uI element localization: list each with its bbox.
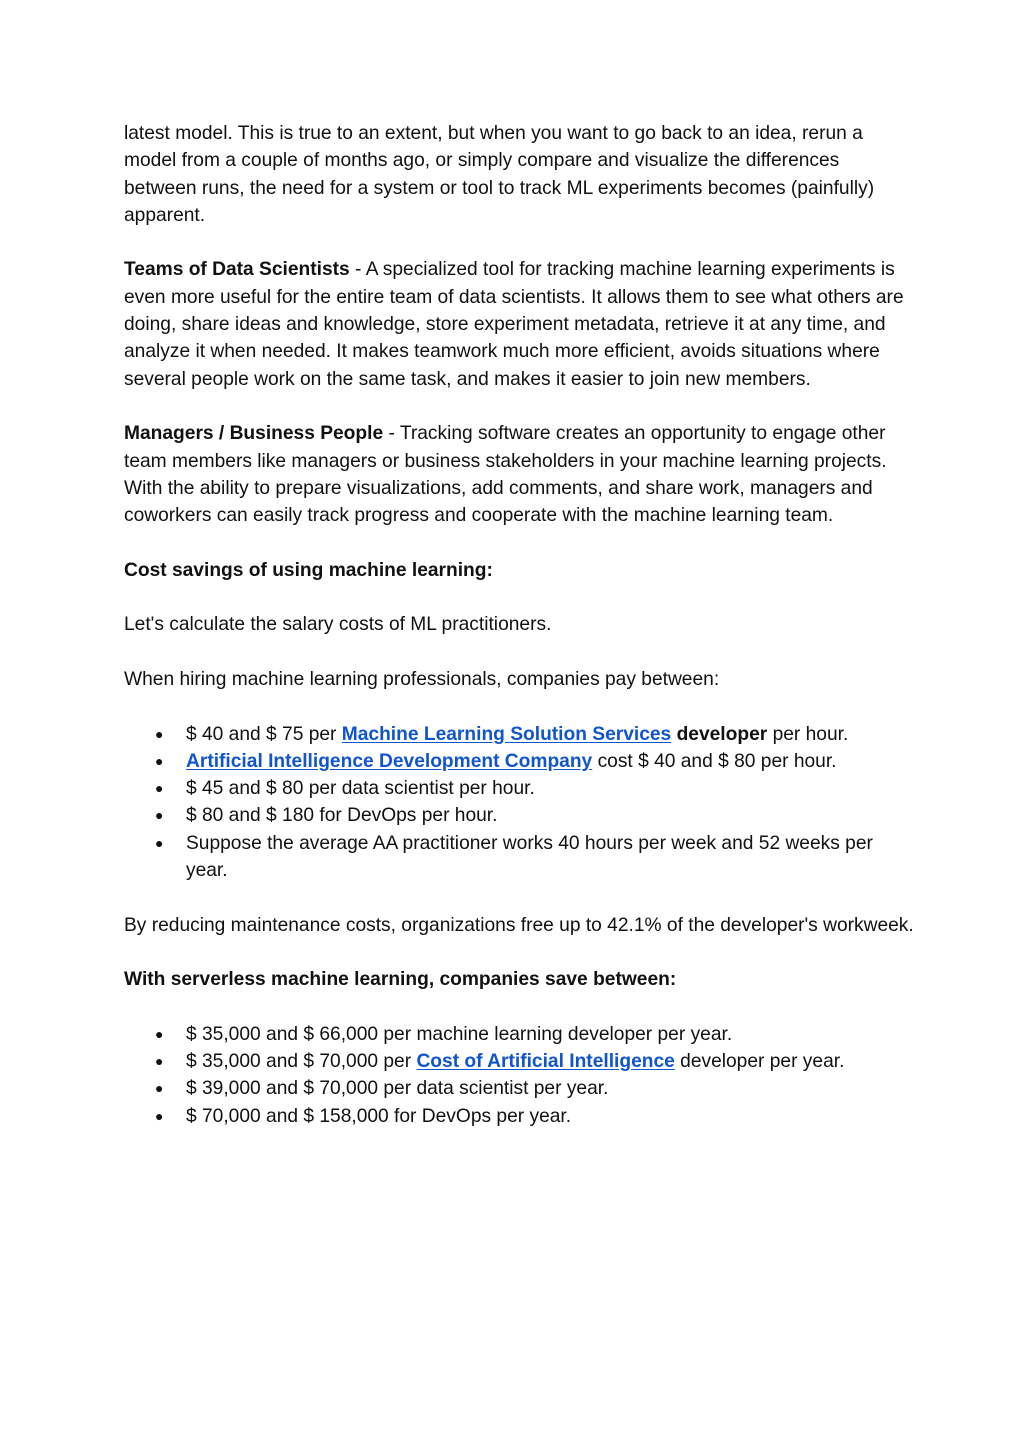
reducing-text: By reducing maintenance costs, organizations free up to 42.1% of the developer's workweek. — [124, 914, 914, 936]
managers-paragraph — [124, 420, 914, 529]
list-item — [124, 721, 914, 748]
list-item — [124, 1021, 914, 1048]
teams-paragraph — [124, 256, 914, 392]
ml-solution-services-link[interactable]: Machine Learning Solution Services — [341, 723, 672, 745]
bullet-icon: ● — [155, 1025, 164, 1042]
cost-of-ai-link[interactable]: Cost of Artificial Intelligence — [416, 1051, 675, 1073]
bullet-icon: ● — [155, 780, 164, 797]
teams-heading: Teams of Data Scientists — [124, 259, 350, 281]
list-item — [124, 1103, 914, 1130]
list-item — [124, 775, 914, 802]
cost-heading-paragraph — [124, 557, 914, 584]
list-item-text: $ 45 and $ 80 per data scientist per hour. — [186, 778, 535, 800]
list-item-text: developer per year. — [674, 1051, 845, 1073]
list-item-text: per hour. — [767, 723, 849, 745]
list-item — [124, 1075, 914, 1102]
intro-text: latest model. This is true to an extent, but when you want to go back to an idea, rerun a model from a couple of months ago, or simply compare and visualize the differences between runs, the need for a system or tool to track ML experiments becomes (painfully) apparent. — [124, 123, 875, 226]
bullet-icon: ● — [155, 807, 164, 824]
list-item-text: Suppose the average AA practitioner works 40 hours per week and 52 weeks per year. — [186, 832, 873, 882]
list-item-text: $ 35,000 and $ 66,000 per machine learning developer per year. — [186, 1023, 733, 1045]
bullet-icon: ● — [155, 725, 164, 742]
list-item — [124, 830, 914, 885]
hiring-paragraph — [124, 666, 914, 693]
savings-list — [124, 1021, 914, 1130]
bullet-icon: ● — [155, 1107, 164, 1124]
teams-text: - A specialized tool for tracking machine learning experiments is even more useful for the entire team of data scientists. It allows them to see what others are doing, share ideas and knowledge, store experiment metadata, retrieve it at any time, and analyze it when needed. It makes teamwork much more efficient, avoids situations where several people work on the same task, and makes it easier to join new members. — [124, 259, 904, 390]
list-item-text: $ 40 and $ 75 per — [186, 723, 342, 745]
serverless-heading-paragraph — [124, 966, 914, 993]
list-item — [124, 802, 914, 829]
bullet-icon: ● — [155, 834, 164, 851]
hiring-list — [124, 721, 914, 885]
ai-development-company-link[interactable]: Artificial Intelligence Development Company — [186, 750, 593, 772]
cost-heading: Cost savings of using machine learning: — [124, 559, 493, 581]
bullet-icon: ● — [155, 752, 164, 769]
managers-text: - Tracking software creates an opportunity to engage other team members like managers or business stakeholders in your machine learning projects. With the ability to prepare visualizations, add comments, and share work, managers and coworkers can easily track progress and cooperate with the machine learning team. — [124, 423, 887, 527]
developer-bold-text: developer — [676, 723, 768, 745]
calc-paragraph — [124, 611, 914, 638]
list-item — [124, 748, 914, 775]
list-item-text: $ 35,000 and $ 70,000 per — [186, 1051, 417, 1073]
list-item-text: $ 39,000 and $ 70,000 per data scientist per year. — [186, 1078, 609, 1100]
bullet-icon: ● — [155, 1053, 164, 1070]
calc-text: Let's calculate the salary costs of ML practitioners. — [124, 614, 552, 636]
list-item — [124, 1048, 914, 1075]
reducing-paragraph — [124, 912, 914, 939]
list-item-text: $ 70,000 and $ 158,000 for DevOps per year. — [186, 1105, 572, 1127]
list-item-text: cost $ 40 and $ 80 per hour. — [592, 750, 837, 772]
managers-heading: Managers / Business People — [124, 423, 384, 445]
bullet-icon: ● — [155, 1080, 164, 1097]
list-item-text: $ 80 and $ 180 for DevOps per hour. — [186, 805, 498, 827]
serverless-heading: With serverless machine learning, companies save between: — [124, 969, 677, 991]
intro-paragraph — [124, 120, 914, 229]
document-page — [124, 120, 914, 1157]
hiring-text: When hiring machine learning professionals, companies pay between: — [124, 668, 720, 690]
